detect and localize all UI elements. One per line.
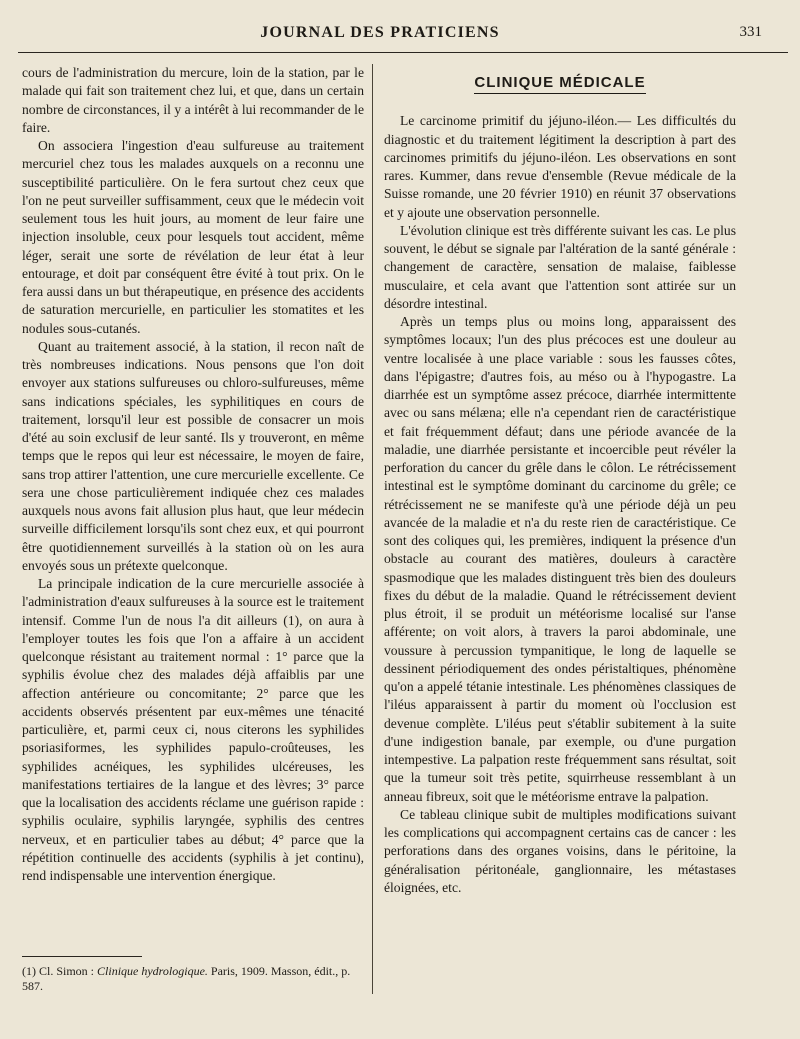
- footnote-rule: [22, 956, 142, 957]
- footnote-marker: (1) Cl. Simon :: [22, 964, 95, 978]
- section-title: [384, 74, 736, 92]
- page-number: 331: [739, 24, 762, 40]
- running-title: JOURNAL DES PRATICIENS: [260, 24, 500, 41]
- right-paragraph: L'évolution clinique est très différente suivant les cas. Le plus souvent, le début se signale par l'altération de la santé générale : changement de caractère, sensation de malaise, faiblesse musculaire, et cela avant que l'attention sont attirée sur un désordre intestinal.: [384, 222, 736, 311]
- footnote-work: Clinique hydrologique.: [97, 964, 208, 978]
- left-paragraph: cours de l'administration du mercure, loin de la station, par le malade qui fait son traitement chez lui, et que, dans un certain nombre de circonstances, il y a intérêt à lui recommander de le faire.: [22, 65, 364, 135]
- section-title-text: CLINIQUE MÉDICALE: [474, 74, 645, 94]
- left-paragraph: Quant au traitement associé, à la station, il recon naît de très nombreuses indications. Nous pensons que l'on doit envoyer aux stations sulfureuses ou chloro-sulfureuses, même sans indications spéciales, les syphilitiques en cours de traitement, lorsqu'il leur est possible de consacrer un mois d'été au soin exclusif de leur santé. Ils y trouveront, en même temps que le repos qui leur est nécessaire, le moyen de faire, sans trop attirer l'attention, une cure mercurielle excellente. Ce sera une chose particulièrement indiquée chez ces malades auxquels nous avons fait allusion plus haut, que leur médecin surveille difficilement lorsqu'ils sont chez eux, et qui pourront être quotidiennement surveillés à la station où on les aura envoyés sous un prétexte quelconque.: [22, 338, 364, 573]
- left-paragraph: La principale indication de la cure mercurielle associée à l'administration d'eaux sulfureuses à la source est le traitement intensif. Comme l'un de nous l'a dit ailleurs (1), on aura à l'employer toutes les fois que l'on a affaire à un accident quelconque résistant au traitement normal : 1° parce que la syphilis évolue chez des malades déjà affaiblis par une affection antérieure ou concomitante; 2° parce que les accidents observés présentent par eux-mêmes une ténacité particulière, et, parmi ceux ci, nous citerons les syphilides psoriasiformes, les syphilides papulo-croûteuses, les syphilides acnéiques, les syphilides ulcéreuses, les manifestations tertiaires de la langue et des lèvres; 3° parce que la localisation des accidents réclame une guérison rapide : syphilis oculaire, syphilis laryngée, syphilis des centres nerveux, et en particulier tabes au début; 4° parce que la répétition continuelle des accidents (syphilis à jet continu), rend indispensable une intervention énergique.: [22, 576, 364, 883]
- running-head: [0, 24, 800, 48]
- right-paragraph: Ce tableau clinique subit de multiples modifications suivant les complications qui accompagnent certains cas de cancer : les perforations dans des organes voisins, dans le péritoine, la généralisation péritonéale, ganglionnaire, les métastases éloignées, etc.: [384, 806, 736, 895]
- left-column: [22, 64, 364, 885]
- right-paragraph: Après un temps plus ou moins long, apparaissent des symptômes locaux; l'un des plus précoces est une douleur au ventre localisée à une place variable : sous les fausses côtes, dans l'épigastre; d'autres fois, au méso ou à l'hypogastre. La diarrhée est un symptôme assez précoce, diarrhée intermittente avec ou sans mélæna; elle n'a cependant rien de caractéristique et fait fréquemment défaut; dans une période avancée de la maladie, une diarrhée persistante et incoercible peut révéler la perforation du cancer du grêle dans le côlon. Le rétrécissement intestinal est le symptôme dominant du carcinome du grêle; ce rétrécissement ne se manifeste qu'à une période déjà un peu avancée de la maladie et n'a du reste rien de caractéristique. Ce sont des coliques qui, les premières, indiquent la présence d'un obstacle au courant des matières, douleurs à caractère spasmodique que les malades distinguent très bien des douleurs fixes du début de la maladie. Quand le rétrécissement devient plus étroit, il se produit un météorisme localisé sur l'anse afférente; on voit alors, à travers la paroi abdominale, une voussure à percussion tympanitique, le long de laquelle se dessinent périodiquement des ondes péristaltiques, phénomène qu'on a appelé tétanie intestinale. Les phénomènes classiques de l'iléus apparaissent à partir du moment où l'occlusion est devenue complète. L'iléus peut s'établir subitement à la suite d'une indigestion banale, par exemple, ou d'une purgation intempestive. La palpation reste fréquemment sans résultat, soit que la tumeur soit très petite, squirrheuse ressemblant à un anneau fibreux, soit que le météorisme entrave la palpation.: [384, 314, 736, 804]
- column-divider: [372, 64, 373, 994]
- left-paragraph: On associera l'ingestion d'eau sulfureuse au traitement mercuriel chez tous les malades auxquels on a reconnu une susceptibilité particulière. On le fera surtout chez ceux que l'on ne peut surveiller suffisamment, ceux que le médecin voit seulement tous les huit jours, au moment de leur faire une injection insoluble, ceux pour lesquels tout accident, même léger, serait une sorte de révélation de leur état à leur entourage, et doit par conséquent être évité à tout prix. On le fera aussi dans un but thérapeutique, en présence des accidents de saturation mercurielle, en particulier les stomatites et les nodules sous-cutanés.: [22, 138, 364, 336]
- footnote: [22, 964, 364, 994]
- header-rule: [18, 52, 788, 53]
- footnote-details: Paris, 1909. Masson, édit., p. 587.: [22, 964, 351, 993]
- right-paragraph: Le carcinome primitif du jéjuno-iléon.— Les difficultés du diagnostic et du traitement légitiment la description à part des carcinomes primitifs du jéjuno-iléon. Les observations en sont rares. Kummer, dans revue d'ensemble (Revue médicale de la Suisse romande, une 20 février 1910) en réunit 37 observations et y ajoute une observation personnelle.: [384, 113, 736, 220]
- right-column: [384, 72, 736, 897]
